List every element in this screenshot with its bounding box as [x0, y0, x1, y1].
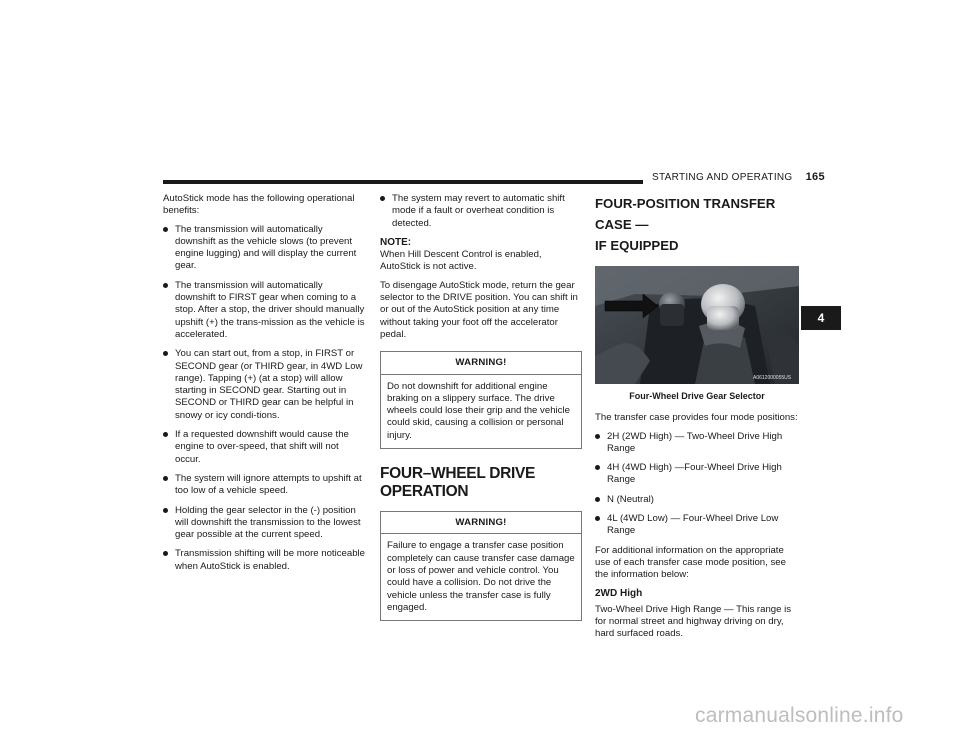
list-item: The transmission will automatically downshift as the vehicle slows (to prevent engine lugging) and will display the current gear. [163, 224, 365, 273]
gear-selector-photo [595, 266, 799, 384]
note-text: When Hill Descent Control is enabled, AutoStick is not active. [380, 249, 542, 273]
column-1 [163, 193, 365, 580]
more-info-text: For additional information on the appropriate use of each transfer case mode position, see the information below: [595, 544, 786, 581]
list-item: The system will ignore attempts to upshift at too low of a vehicle speed. [163, 473, 365, 498]
title-line-2: IF EQUIPPED [595, 238, 679, 253]
warning-title: WARNING! [381, 512, 581, 534]
column-2 [380, 193, 582, 633]
page-number: 165 [805, 171, 825, 183]
list-item: The system may revert to automatic shift mode if a fault or overheat condition is detected. [380, 193, 582, 230]
note-label: NOTE: [380, 236, 412, 248]
list-item: If a requested downshift would cause the engine to over-speed, that shift will not occur. [163, 429, 365, 466]
list-item: You can start out, from a stop, in FIRST or SECOND gear (or THIRD gear, in 4WD Low range). Tapping (+) (at a stop) will allow starting in SECOND gear. Starting out in SECOND or THIRD gear can be helpful in snowy or icy condi-tions. [163, 348, 365, 422]
autostick-intro: AutoStick mode has the following operational benefits: [163, 193, 355, 217]
warning-text: Failure to engage a transfer case position completely can cause transfer case damage or loss of power and vehicle control. You could have a collision. Do not drive the vehicle unless the transfer case is fully engaged. [387, 540, 575, 613]
subhead-text: Two-Wheel Drive High Range — This range is for normal street and highway driving on dry, hard surfaced roads. [595, 603, 792, 640]
header-rule [163, 180, 643, 184]
running-header [652, 171, 825, 183]
list-item: 4H (4WD High) —Four-Wheel Drive High Range [595, 462, 799, 487]
autostick-benefits-list [163, 224, 365, 573]
subhead-2wd-high: 2WD High [595, 587, 643, 599]
autostick-revert-list [380, 193, 582, 230]
section-title-4wd: FOUR–WHEEL DRIVE OPERATION [380, 465, 536, 501]
gear-selector-illustration [595, 266, 799, 384]
disengage-text: To disengage AutoStick mode, return the gear selector to the DRIVE position. You can shift in or out of the AutoStick position at any time without taking your foot off the accelerator pedal. [380, 279, 578, 340]
watermark: carmanualsonline.info [695, 704, 904, 727]
warning-box-transfer-case [380, 511, 582, 621]
title-line-1: FOUR-POSITION TRANSFER CASE — [595, 196, 776, 232]
list-item: Holding the gear selector in the (-) position will downshift the transmission to the lowest gear possible at the current speed. [163, 505, 365, 542]
list-item: Transmission shifting will be more noticeable when AutoStick is enabled. [163, 548, 365, 573]
list-item: The transmission will automatically downshift to FIRST gear when coming to a stop. After a stop, the driver should manually upshift (+) the trans-mission as the vehicle is accelerated. [163, 280, 365, 341]
modes-intro: The transfer case provides four mode positions: [595, 412, 798, 424]
transfer-modes-list [595, 431, 799, 538]
list-item: N (Neutral) [595, 494, 799, 506]
chapter-tab: 4 [801, 306, 841, 330]
figure-code: A0612000055US [753, 375, 792, 381]
figure-caption: Four-Wheel Drive Gear Selector [629, 391, 765, 401]
transfer-case-title [595, 193, 799, 256]
column-3 [595, 193, 799, 647]
section-name: STARTING AND OPERATING [652, 172, 793, 183]
warning-text: Do not downshift for additional engine braking on a slippery surface. The drive wheels could lose their grip and the vehicle could skid, causing a collision or personal injury. [387, 380, 570, 441]
list-item: 2H (2WD High) — Two-Wheel Drive High Range [595, 431, 799, 456]
list-item: 4L (4WD Low) — Four-Wheel Drive Low Range [595, 513, 799, 538]
warning-box-downshift [380, 351, 582, 449]
warning-title: WARNING! [381, 352, 581, 374]
